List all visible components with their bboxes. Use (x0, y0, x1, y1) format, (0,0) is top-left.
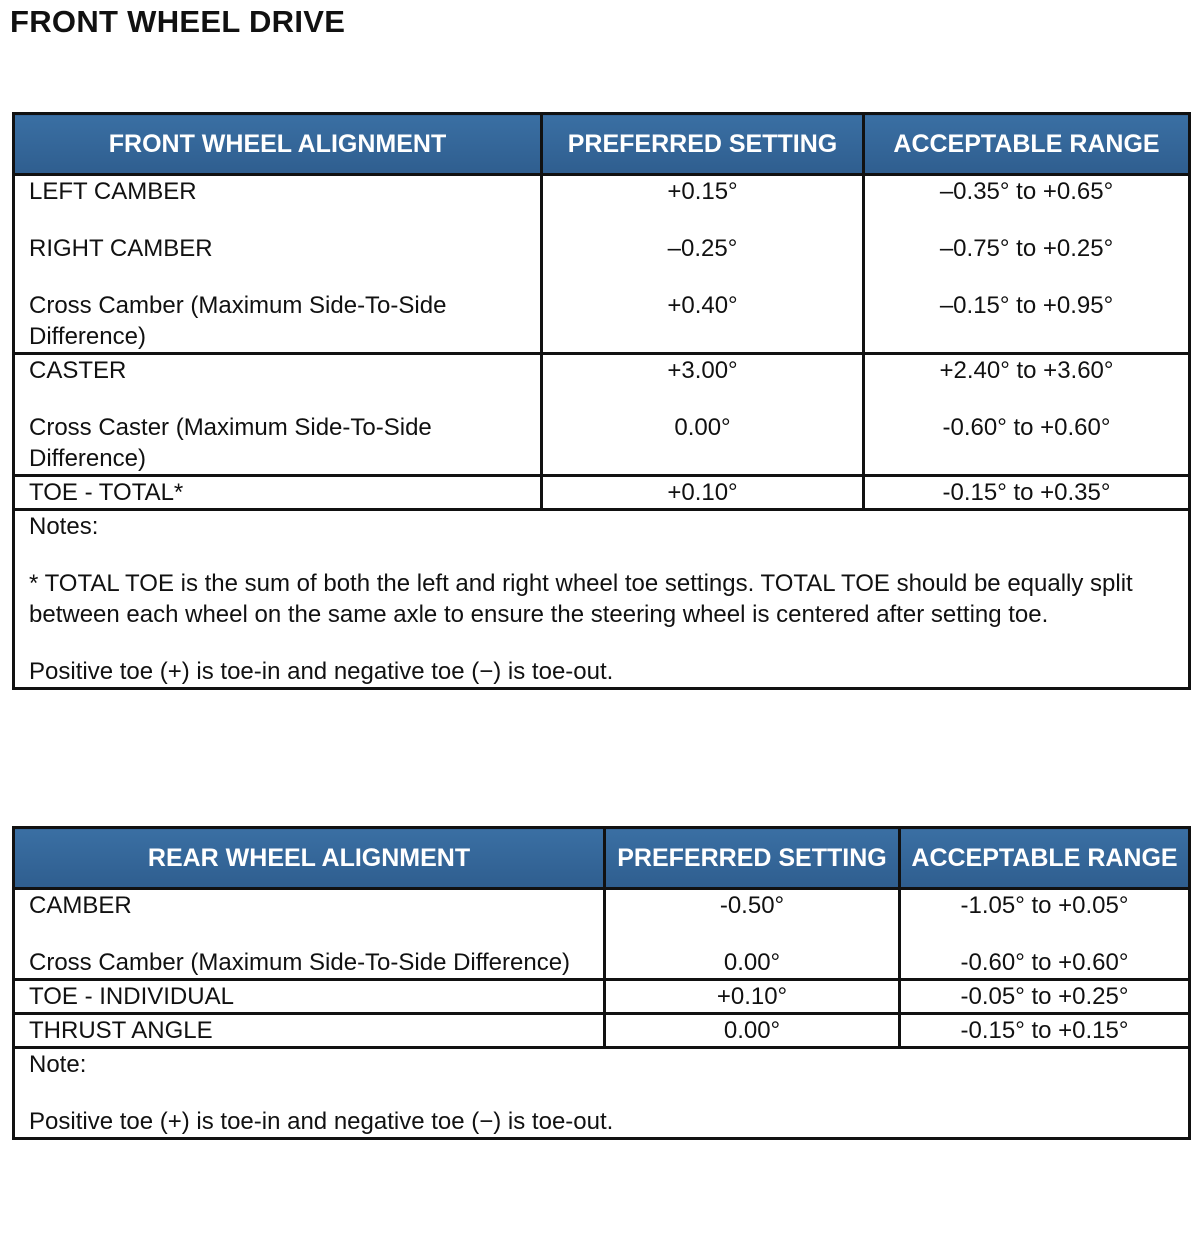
front-header-range: ACCEPTABLE RANGE (864, 114, 1190, 175)
row-range: –0.35° to +0.65° (864, 175, 1190, 208)
row-preferred: –0.25° (542, 207, 864, 264)
table-row (14, 1014, 1190, 1048)
table-row (14, 175, 1190, 208)
rear-header-preferred: PREFERRED SETTING (605, 828, 900, 889)
note-text: * TOTAL TOE is the sum of both the left and right wheel toe settings. TOTAL TOE should be equally split between each wheel on the same axle to ensure the steering wheel is centered after setting toe. (29, 570, 1133, 628)
row-range: -0.15° to +0.15° (900, 1014, 1190, 1048)
row-label: CAMBER (14, 889, 605, 922)
row-preferred: +0.10° (605, 980, 900, 1014)
row-preferred: +3.00° (542, 354, 864, 387)
table-row (14, 354, 1190, 387)
row-label: TOE - INDIVIDUAL (14, 980, 605, 1014)
front-notes (14, 510, 1190, 689)
rear-header-row (14, 828, 1190, 889)
page-title: FRONT WHEEL DRIVE (10, 4, 346, 39)
rear-notes (14, 1048, 1190, 1139)
note-text: Positive toe (+) is toe-in and negative toe (−) is toe-out. (29, 1108, 614, 1135)
row-label: TOE - TOTAL* (14, 476, 542, 510)
front-header-alignment: FRONT WHEEL ALIGNMENT (14, 114, 542, 175)
row-range: -0.60° to +0.60° (864, 386, 1190, 476)
row-preferred: -0.50° (605, 889, 900, 922)
row-label: Cross Camber (Maximum Side-To-Side Difference) (14, 264, 542, 354)
table-row (14, 889, 1190, 922)
row-preferred: 0.00° (605, 921, 900, 980)
row-range: -1.05° to +0.05° (900, 889, 1190, 922)
table-row (14, 476, 1190, 510)
table-row (14, 921, 1190, 980)
row-label: RIGHT CAMBER (14, 207, 542, 264)
table-row (14, 980, 1190, 1014)
rear-header-alignment: REAR WHEEL ALIGNMENT (14, 828, 605, 889)
row-range: -0.05° to +0.25° (900, 980, 1190, 1014)
rear-header-range: ACCEPTABLE RANGE (900, 828, 1190, 889)
row-label: CASTER (14, 354, 542, 387)
front-header-preferred: PREFERRED SETTING (542, 114, 864, 175)
row-label: THRUST ANGLE (14, 1014, 605, 1048)
row-preferred: +0.10° (542, 476, 864, 510)
row-range: -0.60° to +0.60° (900, 921, 1190, 980)
front-header-row (14, 114, 1190, 175)
row-label: LEFT CAMBER (14, 175, 542, 208)
rear-notes-row (14, 1048, 1190, 1139)
table-row (14, 207, 1190, 264)
row-preferred: 0.00° (542, 386, 864, 476)
table-row (14, 386, 1190, 476)
row-range: +2.40° to +3.60° (864, 354, 1190, 387)
rear-alignment-table (12, 826, 1191, 1140)
row-preferred: +0.40° (542, 264, 864, 354)
front-notes-row (14, 510, 1190, 689)
note-text: Positive toe (+) is toe-in and negative toe (−) is toe-out. (29, 658, 614, 685)
front-alignment-table (12, 112, 1191, 690)
notes-heading: Notes: (29, 513, 99, 540)
notes-heading: Note: (29, 1051, 87, 1078)
row-preferred: +0.15° (542, 175, 864, 208)
row-label: Cross Camber (Maximum Side-To-Side Difference) (14, 921, 605, 980)
row-range: -0.15° to +0.35° (864, 476, 1190, 510)
row-preferred: 0.00° (605, 1014, 900, 1048)
row-range: –0.75° to +0.25° (864, 207, 1190, 264)
row-label: Cross Caster (Maximum Side-To-Side Difference) (14, 386, 542, 476)
row-range: –0.15° to +0.95° (864, 264, 1190, 354)
table-row (14, 264, 1190, 354)
